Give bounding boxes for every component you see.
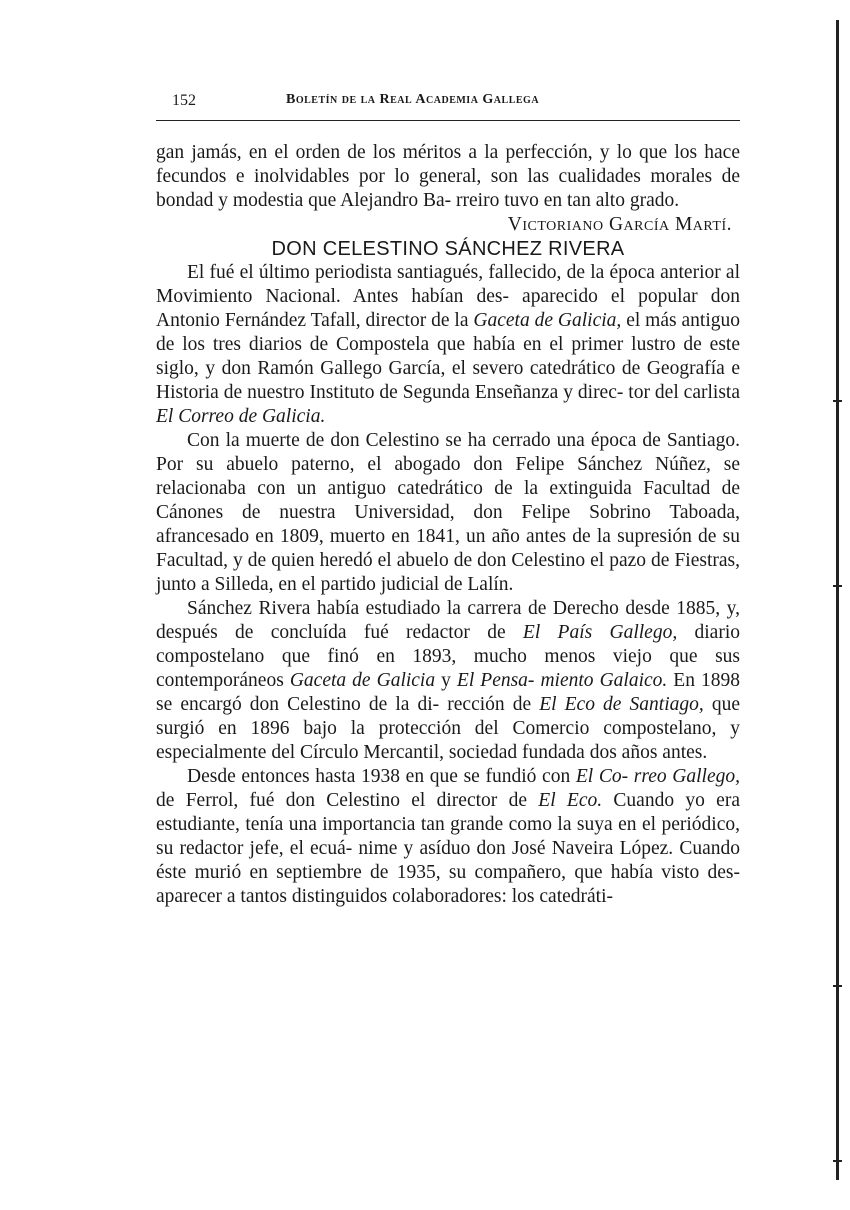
running-title: Boletín de la Real Academia Gallega xyxy=(286,92,540,107)
newspaper-title: El País Gallego, xyxy=(522,622,678,643)
newspaper-title: El Eco. xyxy=(538,790,603,811)
text-run: de Ferrol, fué don Celestino el director de xyxy=(156,790,539,811)
scan-margin-tick xyxy=(833,400,842,402)
text-run: Desde entonces hasta 1938 en que se fundió con xyxy=(187,766,576,787)
newspaper-title: El Eco de Santiago, xyxy=(539,694,704,715)
text-run: Cuando yo era estudiante, tenía una importancia tan grande como la suya en el periódico, su redactor jefe, el ecuá- nime y asíduo don José Naveira López. Cuando éste murió en septiembre de 1935, su compañero, que había visto des- aparecer a tantos distinguidos colaboradores: los catedráti- xyxy=(156,790,740,907)
paragraph-1 xyxy=(156,261,740,429)
scan-margin-tick xyxy=(833,1160,842,1162)
newspaper-title: Gaceta de Galicia, xyxy=(473,310,622,331)
article-body xyxy=(156,141,740,909)
paragraph-2: Con la muerte de don Celestino se ha cerrado una época de Santiago. Por su abuelo paterno, el abogado don Felipe Sánchez Núñez, se relacionaba con un antiguo catedrático de la extinguida Facultad de Cánones de nuestra Universidad, don Felipe Sobrino Taboada, afrancesado en 1809, muerto en 1841, un año antes de la supresión de su Facultad, y de quien heredó el abuelo de don Celestino el pazo de Fiestras, junto a Silleda, en el partido judicial de Lalín. xyxy=(156,430,740,595)
page-number: 152 xyxy=(172,92,196,109)
paragraph-3 xyxy=(156,597,740,765)
newspaper-title: El Co- rreo Gallego, xyxy=(575,766,741,787)
scan-margin-tick xyxy=(833,985,842,987)
text-run: diario compostelano que finó en 1893, mucho menos viejo que sus contemporáneos xyxy=(156,622,741,691)
newspaper-title: El Correo de Galicia. xyxy=(156,406,326,427)
header-rule xyxy=(156,120,740,121)
text-run: Sánchez Rivera había estudiado la carrera de Derecho desde 1885, y, después de concluída fué redactor de xyxy=(156,598,740,643)
scan-margin-tick xyxy=(833,585,842,587)
text-run: el más antiguo de los tres diarios de Compostela que había en el primer lustro de este siglo, y don Ramón Gallego García, el severo catedrático de Geografía e Historia de nuestro Instituto de Segunda Enseñanza y direc- tor del carlista xyxy=(156,310,740,403)
newspaper-title: Gaceta de Galicia xyxy=(289,670,436,691)
page-header xyxy=(156,90,740,116)
text-run: que surgió en 1896 bajo la protección del Comercio compostelano, y especialmente del Círculo Mercantil, sociedad fundada dos años antes. xyxy=(156,694,740,763)
text-run: y xyxy=(435,670,457,691)
newspaper-title: El Pensa- miento Galaico. xyxy=(456,670,668,691)
author-signature: Victoriano García Martí. xyxy=(507,214,732,235)
text-run: En 1898 se encargó don Celestino de la di- rección de xyxy=(156,670,740,715)
text-run: El fué el último periodista santiagués, fallecido, de la época anterior al Movimiento Nacional. Antes habían des- aparecido el popular don Antonio Fernández Tafall, director de la xyxy=(156,262,740,331)
paragraph-4 xyxy=(156,765,740,909)
section-title: DON CELESTINO SÁNCHEZ RIVERA xyxy=(271,238,625,260)
intro-paragraph: gan jamás, en el orden de los méritos a la perfección, y lo que los hace fecundos e inolvidables por lo general, son las cualidades morales de bondad y modestia que Alejandro Ba- rreiro tuvo en tan alto grado. xyxy=(156,142,740,211)
scan-margin-line xyxy=(836,20,839,1180)
